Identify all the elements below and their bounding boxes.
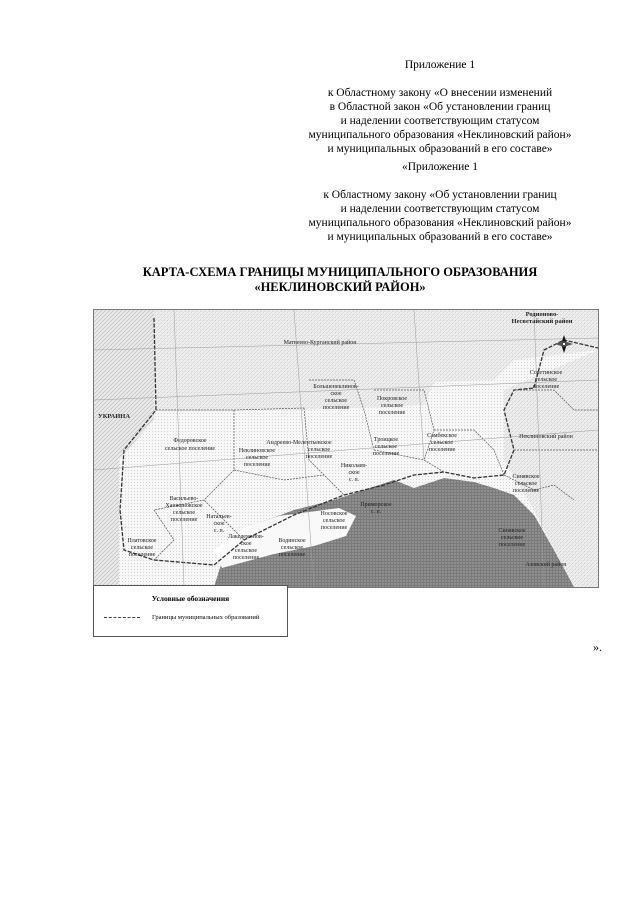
map-label-vasilevo: Васильево- (169, 496, 199, 502)
appendix-heading-2 (280, 160, 600, 244)
legend-boundary-line-icon (104, 617, 140, 618)
map-label-sovetinskoe: Советинское (529, 370, 563, 376)
document-title-line-1: КАРТА-СХЕМА ГРАНИЦЫ МУНИЦИПАЛЬНОГО ОБРАЗОВАНИЯ (142, 265, 538, 279)
map-label-platovskoe: поселение (128, 552, 156, 558)
appendix-line (280, 174, 600, 188)
legend-boundary-label: Границы муниципальных образований (152, 614, 260, 621)
map-label-sambekskoe: Самбекское (427, 433, 457, 439)
map-label-andreevo: сельское (307, 447, 331, 453)
map-label-sovetinskoe: поселение (532, 384, 560, 390)
map-label-sambekskoe: сельское (430, 440, 454, 446)
map-label-belyanovskoe: Большенеклинов- (313, 384, 359, 390)
appendix-line: к Областному закону «Об установлении границ (323, 189, 557, 201)
map-label-nikolaevskoe: с. п. (348, 477, 360, 483)
map-label-sinyavskoe-2: сельское (500, 535, 524, 541)
map-label-azovsky: Азовский район (525, 562, 567, 568)
appendix-line: и наделении соответствующим статусом (340, 203, 540, 215)
map-label-matveevo: Матвеево-Курганский район (283, 340, 357, 346)
legend-title: Условные обозначения (151, 594, 230, 603)
map-label-lakedemonovskoe: сельское (234, 548, 258, 554)
map-label-andreevo: поселение (305, 454, 333, 460)
map-label-lakedemonovskoe: поселение (232, 555, 260, 561)
map-label-vasilevo: поселение (170, 517, 198, 523)
map-label-rodionovo: Несветайский район (511, 318, 573, 325)
map-label-vodinskoe: Водинское (278, 538, 306, 544)
map-label-nekl-raion: Неклиновский район (519, 434, 573, 440)
map-label-sinyavskoe: сельское (514, 481, 538, 487)
map-label-natalevskoe: Натальев- (206, 514, 232, 520)
map-label-belyanovskoe: сельское (324, 398, 348, 404)
map-label-natalevskoe: с. п. (213, 528, 225, 534)
map-label-vodinskoe: сельское (280, 545, 304, 551)
map-label-lakedemonovskoe: Лакедемонов- (228, 534, 264, 540)
map-label-nikolaevskoe: ское (348, 470, 360, 476)
document-title-line-2: «НЕКЛИНОВСКИЙ РАЙОН» (254, 280, 426, 294)
appendix-line: и муниципальных образований в его составе» (327, 231, 553, 243)
map-label-vasilevo: Ханжоновское (165, 503, 203, 509)
map-label-sinyavskoe-2: Синявское (498, 528, 526, 534)
map-label-sinyavskoe: Синявское (512, 474, 540, 480)
district-map (93, 309, 599, 588)
map-label-nosovskoe: поселение (320, 525, 348, 531)
map-label-lakedemonovskoe: ское (240, 541, 252, 547)
appendix-line: и наделении соответствующим статусом (340, 115, 540, 127)
map-label-primorskoe: с. п. (370, 509, 382, 515)
map-label-nikolaevskoe: Николаев- (340, 463, 368, 469)
district-map-svg (94, 310, 598, 587)
document-title (60, 265, 620, 295)
map-label-sambekskoe: поселение (428, 447, 456, 453)
map-label-neklinovskoe: поселение (243, 462, 271, 468)
map-label-vasilevo: сельское (172, 510, 196, 516)
map-legend (93, 585, 288, 637)
appendix-line (280, 72, 600, 86)
map-label-sinyavskoe-2: поселение (498, 542, 526, 548)
map-label-pokrovskoe: сельское (380, 403, 404, 409)
map-label-troitskoe: поселение (372, 451, 400, 457)
map-label-rodionovo: Родионово- (525, 311, 559, 318)
map-label-platovskoe: Платовское (127, 538, 157, 544)
map-label-neklinovskoe: Неклиновское (238, 448, 276, 454)
map-label-vodinskoe: поселение (278, 552, 306, 558)
map-label-sovetinskoe: сельское (534, 377, 558, 383)
map-label-platovskoe: сельское (130, 545, 154, 551)
appendix-line: в Областной закон «Об установлении границ (329, 101, 551, 113)
appendix-heading-1 (280, 58, 600, 156)
map-label-nosovskoe: сельское (322, 518, 346, 524)
map-label-natalevskoe: ское (213, 521, 225, 527)
map-label-pokrovskoe: поселение (378, 410, 406, 416)
appendix-line: «Приложение 1 (401, 161, 479, 173)
map-label-fedorovskoe: сельское поселение (164, 446, 216, 452)
map-label-sinyavskoe: поселение (512, 488, 540, 494)
map-label-nosovskoe: Носовское (320, 511, 348, 517)
map-label-belyanovskoe: ское (330, 391, 342, 397)
map-label-pokrovskoe: Покровское (376, 396, 408, 402)
appendix-line: к Областному закону «О внесении изменений (327, 87, 553, 99)
map-label-fedorovskoe: Федоровское (173, 438, 207, 444)
legend-row (104, 614, 259, 621)
appendix-line: и муниципальных образований в его составе» (327, 143, 553, 155)
appendix-line: Приложение 1 (404, 59, 476, 71)
map-label-primorskoe: Приморское (360, 502, 392, 508)
appendix-line: муниципального образования «Неклиновский район» (308, 129, 572, 141)
map-label-belyanovskoe: поселение (322, 405, 350, 411)
map-label-troitskoe: Троицкое (373, 437, 399, 443)
map-label-ukraina: УКРАИНА (97, 413, 131, 420)
closing-quote: ». (593, 640, 602, 654)
map-label-troitskoe: сельское (374, 444, 398, 450)
appendix-line: муниципального образования «Неклиновский район» (308, 217, 572, 229)
map-label-neklinovskoe: сельское (245, 455, 269, 461)
map-label-andreevo: Андреево-Мелентьевское (266, 440, 332, 446)
